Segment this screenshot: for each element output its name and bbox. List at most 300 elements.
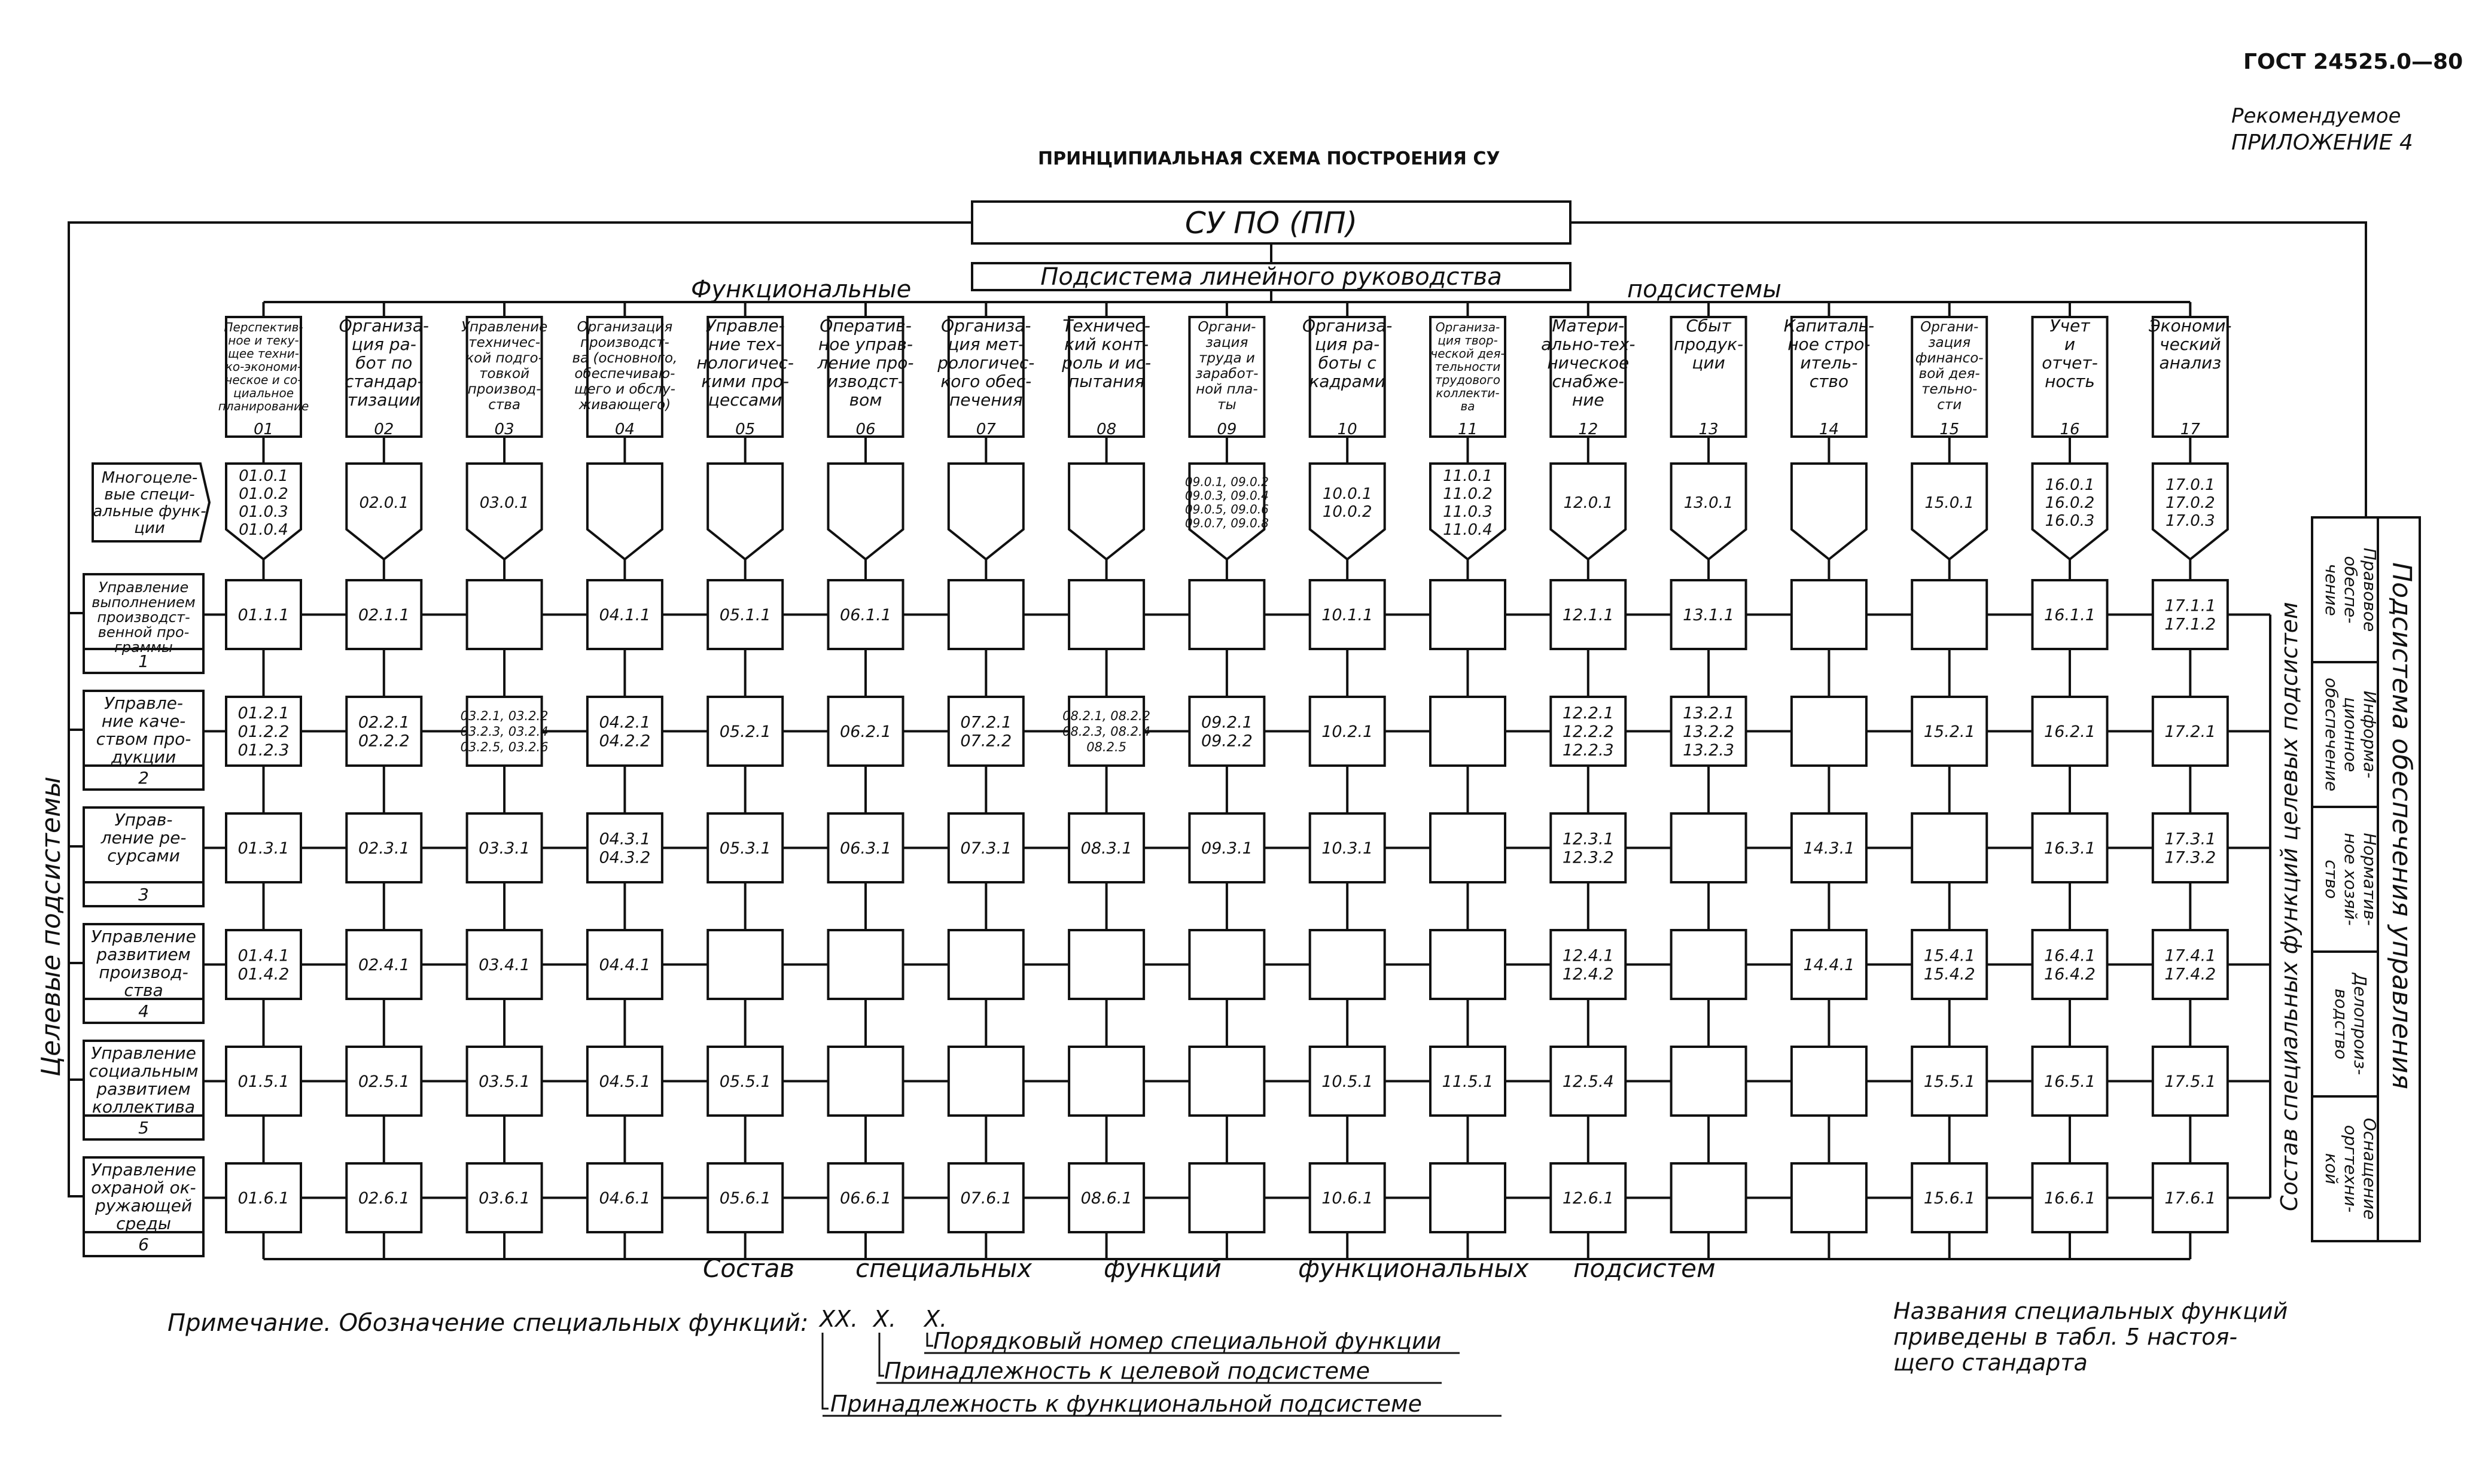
multi-function-codes-16-line-0: 16.0.1 [2045, 476, 2095, 495]
multi-function-codes-16-line-1: 16.0.2 [2045, 494, 2095, 513]
func-label-01-line-6: планирование [218, 399, 309, 413]
func-label-02-line-2: бот по [355, 353, 413, 373]
function-code-13-2-line-2: 13.2.3 [1683, 741, 1735, 760]
function-code-9-2-line-0: 09.2.1 [1201, 713, 1253, 732]
bottom-word-3: функций [1104, 1254, 1222, 1283]
func-label-12-line-3: снабже- [1552, 371, 1625, 391]
multi-function-label-line-2: альные функ- [93, 502, 206, 521]
function-code-12-2-line-0: 12.2.1 [1562, 703, 1614, 723]
func-code-14: 14 [1819, 420, 1839, 438]
function-code-3-4-line-0: 03.4.1 [479, 955, 531, 974]
func-label-02-line-3: стандар- [345, 371, 424, 391]
function-code-3-2-line-0: 03.2.1, 03.2.2 [460, 708, 549, 723]
func-code-08: 08 [1097, 420, 1117, 438]
target-label-4-line-2: производ- [99, 962, 188, 982]
func-label-15-line-1: зация [1928, 335, 1971, 351]
func-label-03-line-4: производ- [467, 382, 541, 397]
support-item-0-line-2: чение [2322, 563, 2341, 616]
target-label-2-line-0: Управле- [103, 693, 184, 713]
func-label-03-line-5: ства [488, 397, 520, 413]
function-code-2-1-line-0: 02.1.1 [358, 605, 410, 624]
bottom-word-4: функциональных [1298, 1254, 1529, 1283]
support-item-3-line-1: водство [2331, 988, 2351, 1060]
func-label-06-line-2: ление про- [817, 353, 914, 373]
function-code-4-3-line-0: 04.3.1 [599, 830, 651, 849]
target-label-1-line-1: выполнением [92, 594, 196, 611]
bottom-word-5: подсистем [1573, 1254, 1716, 1283]
function-code-10-2-line-0: 10.2.1 [1321, 722, 1373, 741]
func-label-09-line-5: ты [1217, 397, 1236, 413]
func-code-10: 10 [1337, 420, 1357, 438]
func-label-01-line-2: щее техни- [228, 346, 299, 361]
func-label-03-line-1: техничес- [468, 335, 541, 351]
func-code-16: 16 [2060, 420, 2080, 438]
function-code-17-5-line-0: 17.5.1 [2164, 1072, 2216, 1091]
function-code-1-4-line-0: 01.4.1 [237, 946, 290, 965]
function-code-13-1-line-0: 13.1.1 [1683, 605, 1735, 624]
target-label-5-line-2: развитием [96, 1079, 191, 1099]
func-label-04-line-2: ва (основного, [572, 351, 678, 366]
target-label-3-line-1: ление ре- [100, 828, 187, 848]
func-label-06-line-1: ное управ- [818, 334, 913, 354]
multi-function-codes-11-line-2: 11.0.3 [1443, 503, 1493, 522]
function-code-17-3-line-1: 17.3.2 [2164, 848, 2216, 867]
support-item-1-line-0: Информа- [2360, 690, 2380, 779]
function-code-15-6-line-0: 15.6.1 [1923, 1189, 1975, 1208]
func-label-17-line-2: анализ [2159, 353, 2222, 373]
function-cell-11-1 [1430, 580, 1505, 649]
function-code-2-3-line-0: 02.3.1 [358, 839, 410, 858]
function-cell-14-6 [1792, 1163, 1866, 1232]
func-code-06: 06 [855, 420, 876, 438]
target-num-6: 6 [138, 1235, 149, 1254]
function-cell-7-5 [949, 1047, 1024, 1116]
function-cell-11-3 [1430, 813, 1505, 882]
target-label-5-line-3: коллектива [92, 1097, 196, 1117]
function-code-17-4-line-0: 17.4.1 [2164, 946, 2216, 965]
function-cell-6-4 [829, 930, 903, 999]
support-item-1-line-2: обеспечение [2322, 677, 2341, 792]
func-label-08-line-0: Техничес- [1062, 316, 1150, 336]
function-code-16-5-line-0: 16.5.1 [2044, 1072, 2096, 1091]
func-label-10-line-0: Организа- [1302, 316, 1393, 336]
function-code-5-5-line-0: 05.5.1 [719, 1072, 771, 1091]
support-item-1-line-1: ционное [2341, 697, 2361, 772]
standard-number: ГОСТ 24525.0—80 [2243, 50, 2463, 74]
support-item-4-line-1: оргтехни- [2341, 1125, 2361, 1213]
func-label-11-line-3: тельности [1435, 359, 1501, 374]
function-code-3-5-line-0: 03.5.1 [479, 1072, 531, 1091]
note-label: Примечание. Обозначение специальных функций: [167, 1309, 809, 1337]
multi-function-codes-17-line-0: 17.0.1 [2165, 476, 2215, 495]
multi-function-codes-02-line-0: 02.0.1 [359, 494, 409, 513]
func-label-04-line-1: производст- [580, 335, 669, 351]
root-label: СУ ПО (ПП) [1184, 206, 1358, 240]
multi-function-codes-17-line-1: 17.0.2 [2165, 494, 2215, 513]
note-line-3: Принадлежность к функциональной подсистеме [830, 1391, 1423, 1417]
target-label-5-line-1: социальным [89, 1061, 199, 1081]
func-label-02-line-1: ция ра- [351, 334, 416, 354]
function-code-12-1-line-0: 12.1.1 [1562, 605, 1614, 624]
func-label-06-line-0: Оператив- [820, 316, 912, 336]
function-code-17-2-line-0: 17.2.1 [2164, 722, 2216, 741]
function-cell-6-5 [829, 1047, 903, 1116]
func-label-06-line-3: изводст- [827, 371, 904, 391]
target-label-6-line-1: охраной ок- [91, 1178, 196, 1197]
function-code-3-3-line-0: 03.3.1 [479, 839, 531, 858]
support-item-3-line-0: Делопроиз- [2350, 973, 2370, 1075]
target-subsystems-label: Целевые подсистемы [36, 776, 66, 1077]
func-label-16-line-3: ность [2045, 371, 2095, 391]
note-code-1: XX. [820, 1306, 858, 1332]
support-item-4-line-2: кой [2322, 1153, 2341, 1185]
multi-function-box-05 [708, 464, 782, 559]
target-num-4: 4 [138, 1001, 149, 1021]
func-label-13-line-2: ции [1692, 353, 1725, 373]
side-note-line-3: щего стандарта [1893, 1349, 2088, 1376]
function-cell-7-4 [949, 930, 1024, 999]
func-label-17-line-1: ческий [2160, 334, 2221, 354]
target-label-2-line-1: ние каче- [101, 711, 186, 731]
function-cell-11-2 [1430, 697, 1505, 766]
target-num-2: 2 [138, 768, 149, 788]
function-code-7-6-line-0: 07.6.1 [960, 1189, 1012, 1208]
function-cell-8-1 [1069, 580, 1144, 649]
func-label-07-line-1: ция мет- [948, 334, 1025, 354]
multi-function-codes-12-line-0: 12.0.1 [1563, 494, 1613, 513]
function-code-5-3-line-0: 05.3.1 [719, 839, 771, 858]
function-code-8-6-line-0: 08.6.1 [1080, 1189, 1132, 1208]
function-code-17-3-line-0: 17.3.1 [2164, 830, 2216, 849]
multi-function-box-04 [587, 464, 662, 559]
function-code-7-3-line-0: 07.3.1 [960, 839, 1012, 858]
function-code-11-5-line-0: 11.5.1 [1442, 1072, 1494, 1091]
function-code-1-5-line-0: 01.5.1 [237, 1072, 290, 1091]
note-code-3: X. [924, 1306, 948, 1332]
func-label-04-line-0: Организация [577, 319, 673, 335]
func-code-03: 03 [494, 420, 514, 438]
function-cell-9-1 [1189, 580, 1264, 649]
function-code-6-3-line-0: 06.3.1 [840, 839, 891, 858]
multi-function-codes-01-line-1: 01.0.2 [239, 485, 288, 504]
function-code-6-1-line-0: 06.1.1 [840, 605, 891, 624]
func-label-11-line-6: ва [1460, 399, 1475, 413]
function-cell-5-4 [708, 930, 782, 999]
target-label-1-line-0: Управление [98, 579, 189, 596]
func-label-16-line-2: отчет- [2042, 353, 2098, 373]
multi-function-codes-09-line-0: 09.0.1, 09.0.2 [1184, 474, 1269, 489]
target-label-4-line-0: Управление [91, 927, 196, 946]
func-label-09-line-0: Органи- [1198, 319, 1256, 335]
function-code-3-2-line-1: 03.2.3, 03.2.4 [460, 724, 549, 739]
function-code-4-3-line-1: 04.3.2 [599, 848, 651, 867]
function-code-2-4-line-0: 02.4.1 [358, 955, 410, 974]
function-code-10-3-line-0: 10.3.1 [1321, 839, 1373, 858]
function-code-17-1-line-0: 17.1.1 [2164, 596, 2216, 615]
multi-function-box-08 [1069, 464, 1144, 559]
function-code-16-1-line-0: 16.1.1 [2044, 605, 2096, 624]
function-code-7-2-line-0: 07.2.1 [960, 713, 1012, 732]
function-code-12-4-line-1: 12.4.2 [1562, 965, 1614, 984]
function-code-10-6-line-0: 10.6.1 [1321, 1189, 1373, 1208]
side-note-line-2: приведены в табл. 5 настоя- [1893, 1324, 2238, 1350]
multi-function-codes-09-line-2: 09.0.5, 09.0.6 [1184, 502, 1269, 517]
function-code-1-4-line-1: 01.4.2 [237, 965, 290, 984]
multi-function-codes-10-line-0: 10.0.1 [1322, 485, 1372, 504]
function-code-14-3-line-0: 14.3.1 [1803, 839, 1855, 858]
function-cell-7-1 [949, 580, 1024, 649]
target-num-5: 5 [138, 1118, 149, 1138]
recommended-label: Рекомендуемое [2231, 104, 2401, 128]
func-code-01: 01 [253, 420, 274, 438]
func-label-05-line-0: Управле- [705, 316, 785, 336]
func-label-04-line-4: щего и обслу- [574, 382, 675, 397]
function-cell-11-4 [1430, 930, 1505, 999]
func-code-11: 11 [1457, 420, 1478, 438]
diagram-title: ПРИНЦИПИАЛЬНАЯ СХЕМА ПОСТРОЕНИЯ СУ [1038, 148, 1500, 169]
support-item-0-line-0: Правовое [2360, 547, 2380, 632]
func-label-02-line-4: тизации [347, 390, 421, 410]
function-cell-14-1 [1792, 580, 1866, 649]
function-cell-14-2 [1792, 697, 1866, 766]
function-cell-8-4 [1069, 930, 1144, 999]
func-label-07-line-0: Организа- [941, 316, 1031, 336]
function-code-6-2-line-0: 06.2.1 [840, 722, 891, 741]
function-code-1-2-line-0: 01.2.1 [237, 703, 290, 723]
function-code-13-2-line-1: 13.2.2 [1683, 722, 1735, 741]
multi-function-box-07 [949, 464, 1024, 559]
function-code-9-2-line-1: 09.2.2 [1201, 732, 1253, 751]
func-code-15: 15 [1939, 420, 1960, 438]
func-label-09-line-2: труда и [1198, 351, 1255, 366]
functional-label-right: подсистемы [1627, 276, 1781, 303]
function-cell-9-4 [1189, 930, 1264, 999]
func-label-08-line-3: пытания [1068, 371, 1145, 391]
appendix-label: ПРИЛОЖЕНИЕ 4 [2231, 130, 2413, 155]
multi-function-codes-11-line-0: 11.0.1 [1443, 467, 1493, 486]
target-num-1: 1 [138, 651, 149, 671]
support-item-4-line-0: Оснащение [2360, 1117, 2380, 1220]
func-label-13-line-1: продук- [1674, 334, 1744, 354]
func-label-01-line-5: циальное [233, 386, 294, 400]
function-code-1-1-line-0: 01.1.1 [237, 605, 290, 624]
note-line-1: Порядковый номер специальной функции [933, 1328, 1442, 1354]
function-cell-9-5 [1189, 1047, 1264, 1116]
func-label-07-line-3: кого обес- [940, 371, 1032, 391]
function-cell-13-6 [1671, 1163, 1746, 1232]
function-code-2-5-line-0: 02.5.1 [358, 1072, 410, 1091]
function-code-16-2-line-0: 16.2.1 [2044, 722, 2096, 741]
function-cell-9-6 [1189, 1163, 1264, 1232]
function-code-12-5-line-0: 12.5.4 [1562, 1072, 1614, 1091]
func-label-12-line-2: ническое [1547, 353, 1630, 373]
func-label-05-line-2: нологичес- [696, 353, 794, 373]
function-code-8-2-line-1: 08.2.3, 08.2.4 [1062, 724, 1151, 739]
function-cell-14-5 [1792, 1047, 1866, 1116]
target-label-6-line-2: ружающей [95, 1196, 193, 1215]
func-label-10-line-2: боты с [1318, 353, 1376, 373]
func-label-01-line-4: ческое и со- [225, 373, 302, 387]
function-code-16-3-line-0: 16.3.1 [2044, 839, 2096, 858]
function-code-2-6-line-0: 02.6.1 [358, 1189, 410, 1208]
function-code-4-1-line-0: 04.1.1 [599, 605, 651, 624]
func-label-15-line-4: тельно- [1921, 382, 1978, 397]
note-line-2: Принадлежность к целевой подсистеме [884, 1358, 1370, 1384]
multi-function-codes-09-line-3: 09.0.7, 09.0.8 [1184, 516, 1269, 531]
function-code-10-5-line-0: 10.5.1 [1321, 1072, 1373, 1091]
multi-function-codes-11-line-1: 11.0.2 [1443, 485, 1493, 504]
func-label-15-line-5: сти [1937, 397, 1962, 413]
func-label-12-line-1: ально-тех- [1541, 334, 1636, 354]
multi-function-codes-11-line-3: 11.0.4 [1443, 521, 1493, 540]
function-code-15-4-line-0: 15.4.1 [1923, 946, 1975, 965]
function-code-13-2-line-0: 13.2.1 [1683, 703, 1735, 723]
function-code-12-2-line-1: 12.2.2 [1562, 722, 1614, 741]
target-functions-label: Состав специальных функций целевых подсистем [2276, 602, 2303, 1211]
functional-label-left: Функциональные [691, 276, 912, 303]
function-code-16-6-line-0: 16.6.1 [2044, 1189, 2096, 1208]
func-label-11-line-2: ческой дея- [1430, 346, 1505, 361]
func-code-09: 09 [1217, 420, 1237, 438]
function-cell-11-6 [1430, 1163, 1505, 1232]
target-label-3-line-0: Управ- [114, 810, 173, 830]
func-label-01-line-0: Перспектив- [224, 320, 303, 334]
support-item-2-line-1: ное хозяй- [2341, 833, 2361, 926]
multi-function-codes-09-line-1: 09.0.3, 09.0.4 [1184, 488, 1269, 503]
target-num-3: 3 [138, 885, 149, 904]
function-code-17-1-line-1: 17.1.2 [2164, 615, 2216, 634]
func-label-03-line-2: кой подго- [465, 351, 543, 366]
multi-function-codes-01-line-0: 01.0.1 [239, 467, 288, 486]
func-label-11-line-4: трудового [1435, 373, 1501, 387]
func-label-17-line-0: Экономи- [2149, 316, 2232, 336]
multi-function-codes-03-line-0: 03.0.1 [479, 494, 529, 513]
bottom-word-2: специальных [855, 1254, 1033, 1283]
function-code-9-3-line-0: 09.3.1 [1201, 839, 1253, 858]
multi-function-label-line-0: Многоцеле- [101, 469, 198, 487]
func-label-04-line-5: живающего) [578, 397, 671, 413]
support-item-2-line-2: ство [2322, 860, 2341, 899]
func-label-04-line-3: обеспечиваю- [574, 366, 675, 382]
func-label-02-line-0: Организа- [339, 316, 429, 336]
func-label-14-line-3: ство [1809, 371, 1849, 391]
func-label-05-line-4: цессами [708, 390, 782, 410]
note-code-2: X. [873, 1306, 897, 1332]
func-label-13-line-0: Сбыт [1686, 316, 1731, 336]
target-label-5-line-0: Управление [91, 1043, 196, 1063]
function-cell-15-3 [1912, 813, 1987, 882]
function-code-5-6-line-0: 05.6.1 [719, 1189, 771, 1208]
multi-function-box-06 [829, 464, 903, 559]
function-code-2-2-line-0: 02.2.1 [358, 713, 410, 732]
multi-function-codes-16-line-2: 16.0.3 [2045, 512, 2095, 531]
function-code-15-5-line-0: 15.5.1 [1923, 1072, 1975, 1091]
target-label-1-line-4: граммы [114, 639, 173, 656]
function-code-4-2-line-0: 04.2.1 [599, 713, 651, 732]
support-item-2-line-0: Норматив- [2360, 833, 2380, 926]
func-label-08-line-1: кий конт- [1064, 334, 1149, 354]
target-label-1-line-3: венной про- [98, 624, 190, 641]
func-label-14-line-1: ное стро- [1787, 334, 1871, 354]
target-label-2-line-3: дукции [111, 747, 176, 767]
func-label-10-line-3: кадрами [1309, 371, 1386, 391]
func-label-05-line-1: ние тех- [708, 334, 782, 354]
multi-function-codes-13-line-0: 13.0.1 [1683, 494, 1734, 513]
line-subsystem-label: Подсистема линейного руководства [1040, 263, 1502, 291]
function-code-3-6-line-0: 03.6.1 [479, 1189, 531, 1208]
func-label-11-line-1: ция твор- [1437, 333, 1498, 348]
bottom-word-1: Состав [703, 1254, 795, 1283]
function-code-15-2-line-0: 15.2.1 [1923, 722, 1975, 741]
func-label-15-line-3: вой дея- [1918, 366, 1980, 382]
function-code-17-4-line-1: 17.4.2 [2164, 965, 2216, 984]
func-code-02: 02 [374, 420, 394, 438]
function-code-4-4-line-0: 04.4.1 [599, 955, 651, 974]
function-code-4-6-line-0: 04.6.1 [599, 1189, 651, 1208]
func-code-17: 17 [2180, 420, 2200, 438]
function-cell-13-4 [1671, 930, 1746, 999]
support-title: Подсистема обеспечения управления [2386, 562, 2417, 1089]
function-code-12-2-line-2: 12.2.3 [1562, 741, 1614, 760]
target-label-4-line-3: ства [124, 980, 163, 1000]
func-label-01-line-1: ное и теку- [228, 333, 299, 348]
function-code-16-4-line-1: 16.4.2 [2044, 965, 2096, 984]
multi-function-codes-17-line-2: 17.0.3 [2165, 512, 2215, 531]
function-code-1-6-line-0: 01.6.1 [237, 1189, 290, 1208]
func-label-08-line-2: роль и ис- [1062, 353, 1152, 373]
target-label-3-line-2: сурсами [107, 846, 180, 866]
function-code-3-2-line-2: 03.2.5, 03.2.6 [460, 739, 549, 754]
target-label-6-line-3: среды [116, 1214, 171, 1233]
multi-function-codes-01-line-2: 01.0.3 [239, 503, 288, 522]
func-label-14-line-2: итель- [1800, 353, 1858, 373]
func-code-12: 12 [1578, 420, 1598, 438]
multi-function-box-14 [1792, 464, 1866, 559]
func-label-14-line-0: Капиталь- [1783, 316, 1875, 336]
func-label-09-line-3: заработ- [1195, 366, 1259, 382]
function-code-6-6-line-0: 06.6.1 [840, 1189, 891, 1208]
function-code-1-2-line-2: 01.2.3 [237, 741, 290, 760]
func-code-05: 05 [735, 420, 756, 438]
func-label-06-line-4: вом [849, 390, 882, 410]
func-label-03-line-0: Управление [461, 319, 548, 335]
function-code-7-2-line-1: 07.2.2 [960, 732, 1012, 751]
target-label-4-line-1: развитием [96, 944, 191, 964]
support-item-0-line-1: обеспе- [2341, 556, 2361, 624]
side-note-line-1: Названия специальных функций [1893, 1298, 2288, 1324]
multi-function-codes-01-line-3: 01.0.4 [239, 521, 288, 540]
func-label-12-line-4: ние [1571, 390, 1604, 410]
function-code-12-4-line-0: 12.4.1 [1562, 946, 1614, 965]
func-label-12-line-0: Матери- [1552, 316, 1625, 336]
function-code-8-2-line-0: 08.2.1, 08.2.2 [1062, 708, 1151, 723]
func-label-01-line-3: ко-экономи- [225, 359, 302, 374]
function-code-12-6-line-0: 12.6.1 [1562, 1189, 1614, 1208]
func-label-09-line-4: ной пла- [1196, 382, 1258, 397]
function-code-12-3-line-1: 12.3.2 [1562, 848, 1614, 867]
function-code-10-1-line-0: 10.1.1 [1321, 605, 1373, 624]
function-code-14-4-line-0: 14.4.1 [1803, 955, 1855, 974]
multi-function-codes-10-line-1: 10.0.2 [1322, 503, 1372, 522]
function-code-16-4-line-0: 16.4.1 [2044, 946, 2096, 965]
function-code-5-1-line-0: 05.1.1 [719, 605, 771, 624]
function-cell-13-3 [1671, 813, 1746, 882]
func-label-11-line-5: коллекти- [1436, 386, 1500, 400]
function-code-8-3-line-0: 08.3.1 [1080, 839, 1132, 858]
function-code-15-4-line-1: 15.4.2 [1923, 965, 1975, 984]
function-code-2-2-line-1: 02.2.2 [358, 732, 410, 751]
multi-function-label-line-3: ции [134, 519, 165, 538]
